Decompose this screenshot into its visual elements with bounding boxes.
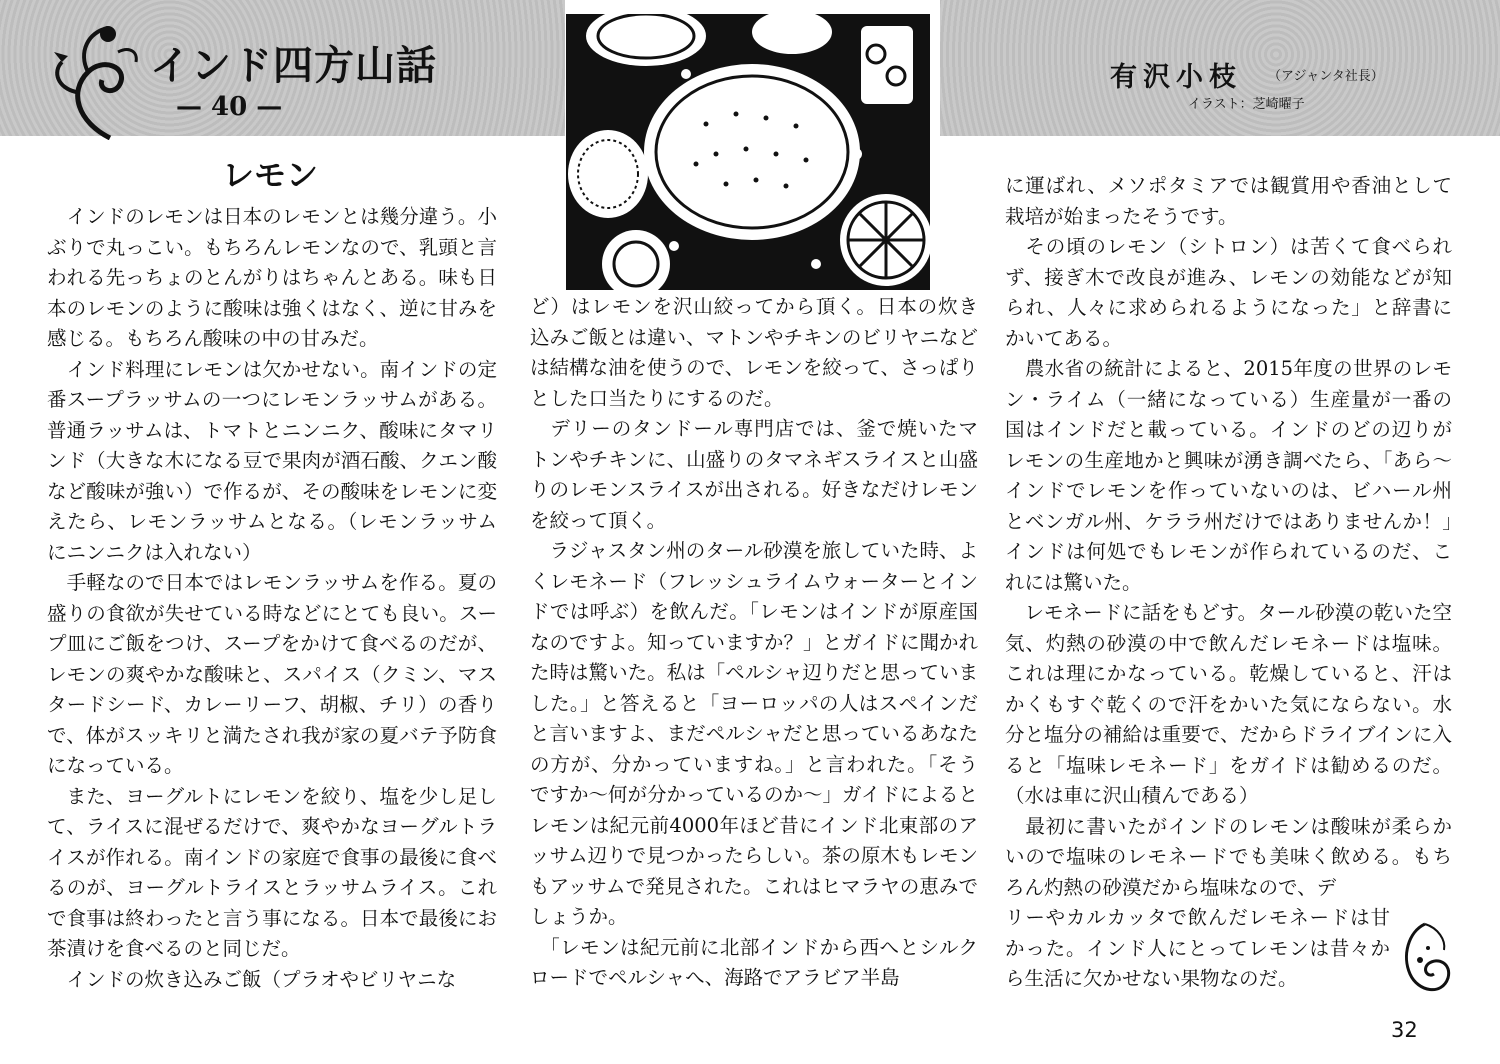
paragraph: インドの炊き込みご飯（プラオやビリヤニな [47,967,457,991]
paragraph: 農水省の統計によると、2015年度の世界のレモン・ライム（一緒になっている）生産量が一番の国はインドだと載っている。インドのどの辺りがレモンの生産地かと興味が湧き調べたら、「あら～インドでレモンを作っていないのは、ビハール州とベンガル州、ケララ州だけではありませんか！」インドは何処でもレモンが作られているのだ、これには驚いた。 [1005,357,1452,594]
paragraph: その頃のレモン（シトロン）は苦くて食べられず、接ぎ木で改良が進み、レモンの効能などが知られ、人々に求められるようになった」と辞書にかいてある。 [1005,235,1452,350]
paragraph: ラジャスタン州のタール砂漠を旅していた時、よくレモネード（フレッシュライムウォーターとインドでは呼ぶ）を飲んだ。「レモンはインドが原産国なのですよ。知っていますか？」とガイドに聞かれた時は驚いた。私は「ペルシャ辺りだと思っていました。」と答えると「ヨーロッパの人はスペインだと言いますよ、まだペルシャだと思っているあなたの方が、分かっていますね。」と言われた。「そうですか～何が分かっているのか～」ガイドによるとレモンは紀元前4000年ほど昔にインド北東部のアッサム辺りで見つかったらしい。茶の原木もレモンもアッサムで発見された。これはヒマラヤの恵みでしょうか。 [530,539,978,928]
floral-scroll-icon [48,22,148,140]
paragraph: また、ヨーグルトにレモンを絞り、塩を少し足して、ライスに混ぜるだけで、爽やかなヨーグルトライスが作れる。南インドの家庭で食事の最後に食べるのが、ヨーグルトライスとラッサムライス。これで食事は終わったと言う事になる。日本で最後にお茶漬けを食べるのと同じだ。 [47,784,497,960]
series-number: — 40 — [176,92,283,122]
paragraph: レモネードに話をもどす。タール砂漠の乾いた空気、灼熱の砂漠の中で飲んだレモネードは塩味。これは理にかなっている。乾燥していると、汗はかくもすぐ乾くので汗をかいた気にならない。水分と塩分の補給は重要で、だからドライブインに入ると「塩味レモネード」をガイドは勧めるのだ。（水は車に沢山積んである） [1005,601,1452,807]
paragraph: に運ばれ、メソポタミアでは観賞用や香油として栽培が始まったそうです。 [1005,174,1452,228]
article-title: レモン [222,156,319,194]
illustrator-credit: イラスト：芝崎曜子 [1188,97,1305,112]
paragraph: 「レモンは紀元前に北部インドから西へとシルクロードでペルシャへ、海路でアラビア半島 [530,935,978,989]
page-number: 32 [1391,1018,1418,1042]
article-column-1 [47,202,497,995]
paragraph: インド料理にレモンは欠かせない。南インドの定番スープラッサムの一つにレモンラッサムがある。普通ラッサムは、トマトとニンニク、酸味にタマリンド（大きな木になる豆で果肉が酒石酸、クエン酸など酸味が強い）で作るが、その酸味をレモンに変えたら、レモンラッサムとなる。（レモンラッサムにニンニクは入れない） [47,357,497,564]
paisley-icon [1398,920,1452,998]
article-column-2 [530,292,978,994]
paragraph: 手軽なので日本ではレモンラッサムを作る。夏の盛りの食欲が失せている時などにとても良い。スープ皿にご飯をつけ、スープをかけて食べるのだが、レモンの爽やかな酸味と、スパイス（クミン、マスタードシード、カレーリーフ、胡椒、チリ）の香りで、体がスッキリと満たされ我が家の夏バテ予防食になっている。 [47,571,497,777]
paragraph: リーやカルカッタで飲んだレモネードは甘かった。インド人にとってレモンは昔々から生活に欠かせない果物なのだ。 [1005,906,1390,990]
paragraph: インドのレモンは日本のレモンとは幾分違う。小ぶりで丸っこい。もちろんレモンなので、乳頭と言われる先っちょのとんがりはちゃんとある。味も日本のレモンのように酸味は強くはなく、逆に甘みを感じる。もちろん酸味の中の甘みだ。 [47,205,497,350]
paragraph: デリーのタンドール専門店では、釜で焼いたマトンやチキンに、山盛りのタマネギスライスと山盛りのレモンスライスが出される。好きなだけレモンを絞って頂く。 [530,417,978,532]
lemon-illustration [566,14,930,290]
paragraph: 最初に書いたがインドのレモンは酸味が柔らかいので塩味のレモネードでも美味く飲める。もちろん灼熱の砂漠だから塩味なので、デ [1005,814,1452,899]
article-column-3 [1005,171,1452,995]
author-name: 有沢小枝 [1110,62,1242,93]
author-title: （アジャンタ社長） [1268,69,1384,84]
series-title: インド四方山話 [150,42,437,89]
paragraph: ど）はレモンを沢山絞ってから頂く。日本の炊き込みご飯とは違い、マトンやチキンのビリヤニなどは結構な油を使うので、レモンを絞って、さっぱりとした口当たりにするのだ。 [530,295,978,410]
